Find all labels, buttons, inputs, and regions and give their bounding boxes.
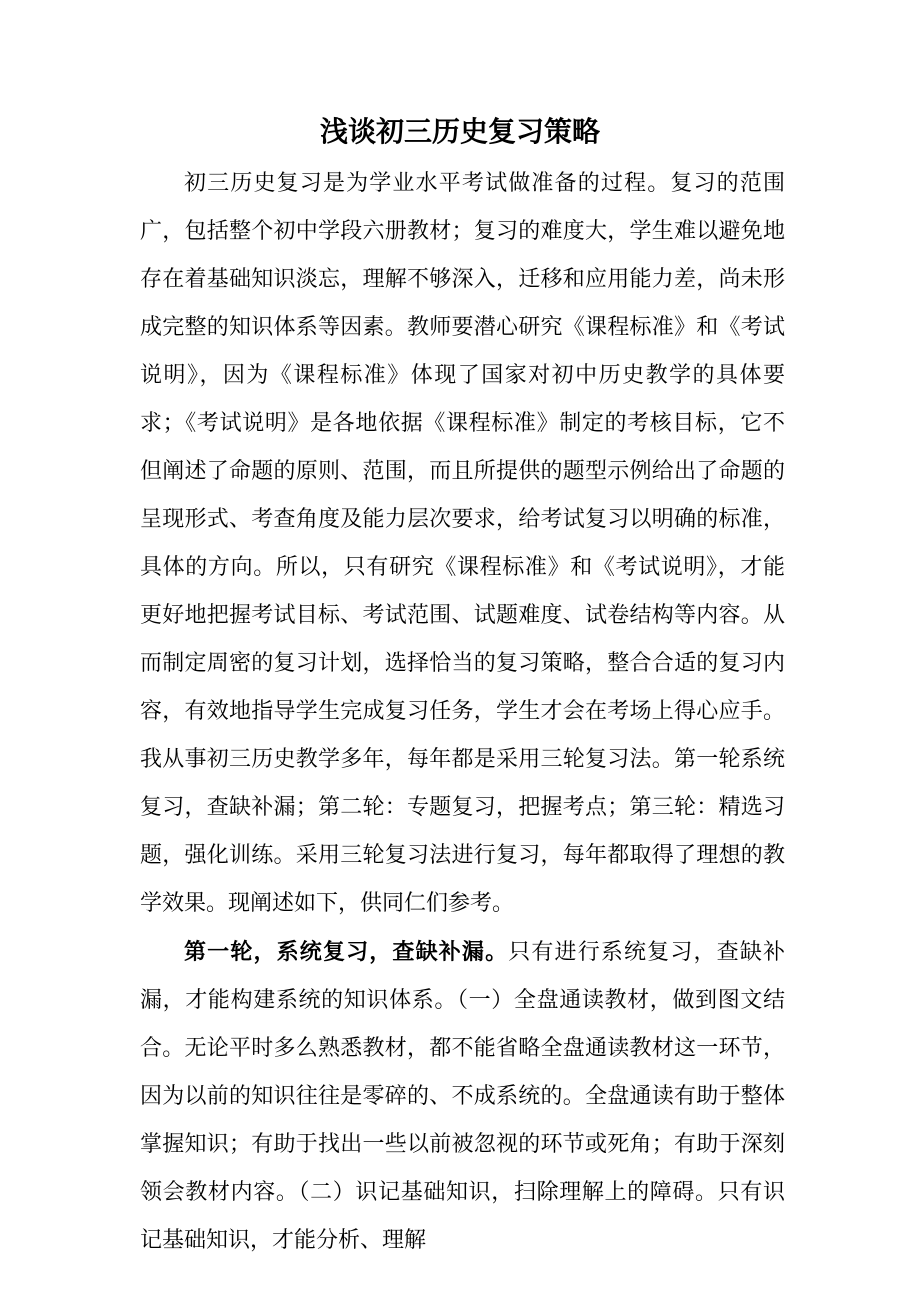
- paragraph-first-round-text: 只有进行系统复习，查缺补漏，才能构建系统的知识体系。（一）全盘通读教材，做到图文结合。无论平时多么熟悉教材，都不能省略全盘通读教材这一环节，因为以前的知识往往是零碎的、不成系统的。全盘通读有助于整体掌握知识；有助于找出一些以前被忽视的环节或死角；有助于深刻领会教材内容。（二）识记基础知识，扫除理解上的障碍。只有识记基础知识，才能分析、理解: [140, 940, 785, 1253]
- paragraph-first-round: [140, 928, 785, 1265]
- document-title: 浅谈初三历史复习策略: [319, 115, 600, 148]
- paragraph-intro-text: 初三历史复习是为学业水平考试做准备的过程。复习的范围广，包括整个初中学段六册教材；复习的难度大，学生难以避免地存在着基础知识淡忘，理解不够深入，迁移和应用能力差，尚未形成完整的知识体系等因素。教师要潜心研究《课程标准》和《考试说明》，因为《课程标准》体现了国家对初中历史教学的具体要求；《考试说明》是各地依据《课程标准》制定的考核目标，它不但阐述了命题的原则、范围，而且所提供的题型示例给出了命题的呈现形式、考查角度及能力层次要求，给考试复习以明确的标准，具体的方向。所以，只有研究《课程标准》和《考试说明》，才能更好地把握考试目标、考试范围、试题难度、试卷结构等内容。从而制定周密的复习计划，选择恰当的复习策略，整合合适的复习内容，有效地指导学生完成复习任务，学生才会在考场上得心应手。我从事初三历史教学多年，每年都是采用三轮复习法。第一轮系统复习，查缺补漏；第二轮：专题复习，把握考点；第三轮：精选习题，强化训练。采用三轮复习法进行复习，每年都取得了理想的教学效果。现阐述如下，供同仁们参考。: [140, 171, 785, 916]
- paragraph-intro: [140, 160, 785, 928]
- paragraph-first-round-lead: 第一轮，系统复习，查缺补漏。: [184, 939, 509, 965]
- document-body: [140, 160, 785, 1265]
